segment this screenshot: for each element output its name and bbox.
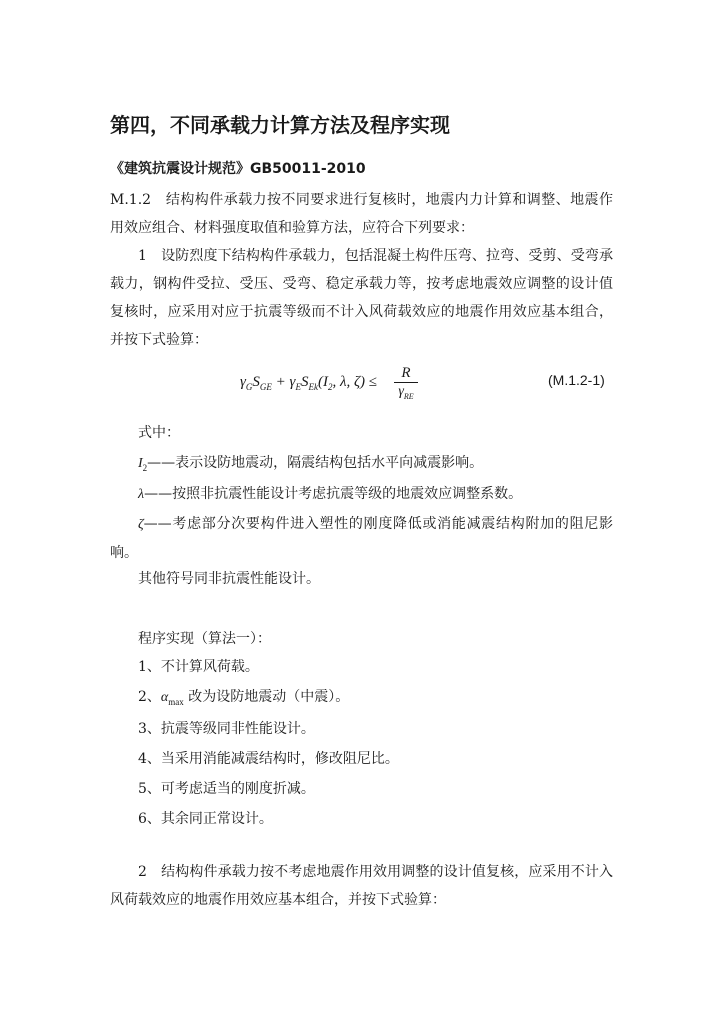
- equation-number: (M.1.2-1): [548, 372, 605, 388]
- legend-zeta: ζ——考虑部分次要构件进入塑性的刚度降低或消能减震结构附加的阻尼影响。: [110, 516, 613, 561]
- program-step-1: 1、不计算风荷载。: [138, 659, 259, 675]
- formula-fraction: [394, 364, 418, 406]
- formula-numerator: R: [401, 365, 411, 381]
- formula-denominator: $\gamma_{RE}$: [398, 384, 414, 401]
- legend-other: 其他符号同非抗震性能设计。: [138, 571, 320, 587]
- zeta-symbol: ζ: [138, 517, 144, 532]
- legend-lambda: λ——按照非抗震性能设计考虑抗震等级的地震效应调整系数。: [138, 486, 523, 502]
- program-step-6: 6、其余同正常设计。: [138, 811, 273, 827]
- program-step-5: 5、可考虑适当的刚度折减。: [138, 781, 315, 797]
- formula-left-side: $\gamma_GS_{GE} + \gamma_ES_{Ek}(I_2$, λ, ζ) ≤: [240, 374, 378, 392]
- clause-m-1-2: M.1.2 结构构件承载力按不同要求进行复核时，地震内力计算和调整、地震作用效应组合、材料强度取值和验算方法，应符合下列要求：: [110, 192, 613, 236]
- legend-label: 式中：: [138, 425, 180, 441]
- alpha-max-symbol: $\alpha_{max}$: [160, 690, 184, 707]
- item-2-paragraph: 2 结构构件承载力按不考虑地震作用效用调整的设计值复核，应采用不计入风荷载效应的地震作用效应基本组合，并按下式验算：: [110, 864, 613, 908]
- program-step-4: 4、当采用消能减震结构时，修改阻尼比。: [138, 751, 399, 767]
- code-reference: 《建筑抗震设计规范》GB50011-2010: [110, 161, 366, 177]
- program-title: 程序实现（算法一）：: [138, 631, 271, 647]
- i2-symbol: $I_2$: [138, 456, 148, 473]
- page-title: 第四，不同承载力计算方法及程序实现: [110, 113, 450, 137]
- program-step-2: 2、$\alpha_{max}$ 改为设防地震动（中震）。: [138, 689, 350, 707]
- lambda-symbol: λ: [138, 487, 145, 502]
- program-step-3: 3、抗震等级同非性能设计。: [138, 721, 315, 737]
- item-1-paragraph: 1 设防烈度下结构构件承载力，包括混凝土构件压弯、拉弯、受剪、受弯承载力，钢构件受拉、受压、受弯、稳定承载力等，按考虑地震效应调整的设计值复核时，应采用对应于抗震等级而不计入风荷载效应的地震作用效应基本组合，并按下式验算：: [110, 248, 613, 348]
- legend-i2: $I_2——$表示设防地震动，隔震结构包括水平向减震影响。: [138, 455, 484, 473]
